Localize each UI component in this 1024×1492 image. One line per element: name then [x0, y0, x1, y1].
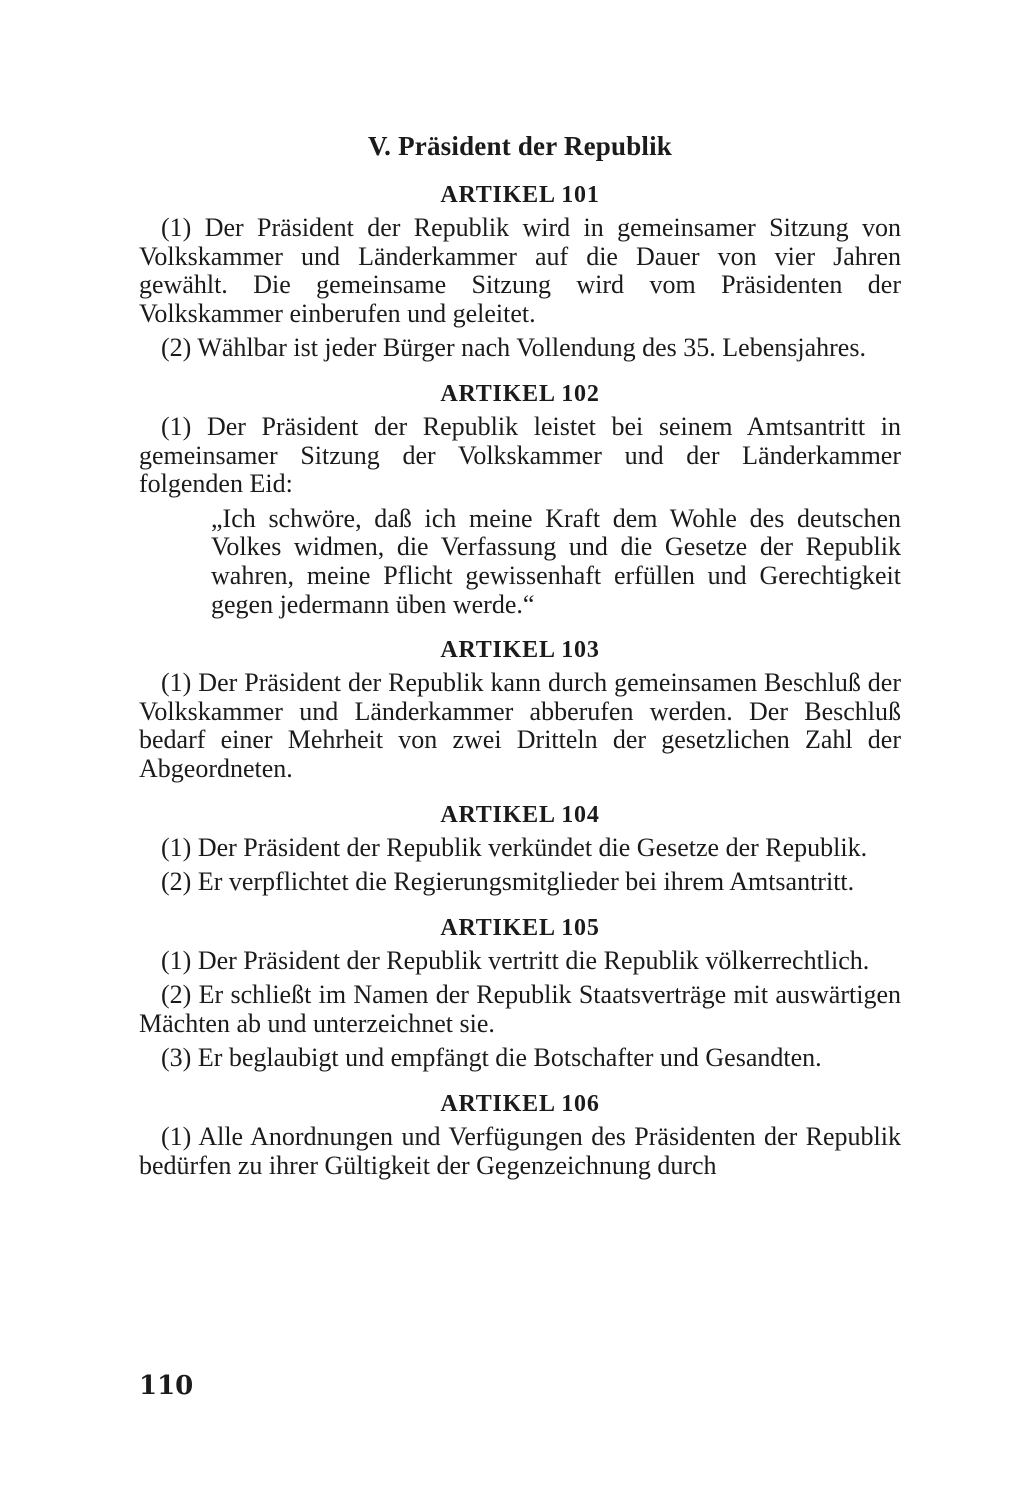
paragraph: (1) Alle Anordnungen und Verfügungen des Präsidenten der Republik bedürfen zu ihrer Gültigkeit der Gegenzeichnung durch — [139, 1122, 901, 1180]
paragraph: (1) Der Präsident der Republik wird in gemeinsamer Sitzung von Volkskammer und Länderkammer auf die Dauer von vier Jahren gewählt. Die gemeinsame Sitzung wird vom Präsidenten der Volkskammer einberufen und geleitet. — [139, 213, 901, 328]
oath-quote: „Ich schwöre, daß ich meine Kraft dem Wohle des deutschen Volkes widmen, die Verfassung und die Gesetze der Republik wahren, meine Pflicht gewissenhaft erfüllen und Gerechtigkeit gegen jedermann üben werde.“ — [211, 503, 901, 619]
article-heading: ARTIKEL 104 — [440, 801, 600, 828]
article-heading: ARTIKEL 105 — [440, 914, 600, 941]
paragraph: (2) Wählbar ist jeder Bürger nach Vollendung des 35. Lebensjahres. — [161, 333, 866, 363]
paragraph: (1) Der Präsident der Republik vertritt die Republik völkerrechtlich. — [161, 945, 870, 975]
document-page — [139, 128, 901, 1194]
article-104 — [139, 798, 901, 897]
page-number: 110 — [139, 1371, 194, 1401]
article-105 — [139, 911, 901, 1073]
article-101 — [139, 178, 901, 363]
paragraph: (3) Er beglaubigt und empfängt die Botschafter und Gesandten. — [161, 1043, 822, 1073]
section-title: V. Präsident der Republik — [367, 131, 673, 161]
article-heading: ARTIKEL 103 — [440, 637, 600, 664]
article-heading: ARTIKEL 102 — [440, 380, 600, 407]
paragraph: (1) Der Präsident der Republik kann durch gemeinsamen Beschluß der Volkskammer und Länderkammer abberufen werden. Der Beschluß bedarf einer Mehrheit von zwei Dritteln der gesetzlichen Zahl der Abgeordneten. — [139, 668, 901, 783]
article-106 — [139, 1087, 901, 1180]
paragraph: (2) Er verpflichtet die Regierungsmitglieder bei ihrem Amtsantritt. — [161, 867, 855, 897]
article-103 — [139, 633, 901, 783]
paragraph: (1) Der Präsident der Republik leistet bei seinem Amtsantritt in gemeinsamer Sitzung der Volkskammer und der Länderkammer folgenden Eid: — [139, 411, 901, 499]
article-heading: ARTIKEL 106 — [440, 1091, 600, 1118]
paragraph: (1) Der Präsident der Republik verkündet die Gesetze der Republik. — [161, 832, 868, 862]
article-heading: ARTIKEL 101 — [440, 182, 600, 208]
paragraph: (2) Er schließt im Namen der Republik Staatsverträge mit auswärtigen Mächten ab und unterzeichnet sie. — [139, 980, 901, 1038]
article-102 — [139, 377, 901, 619]
